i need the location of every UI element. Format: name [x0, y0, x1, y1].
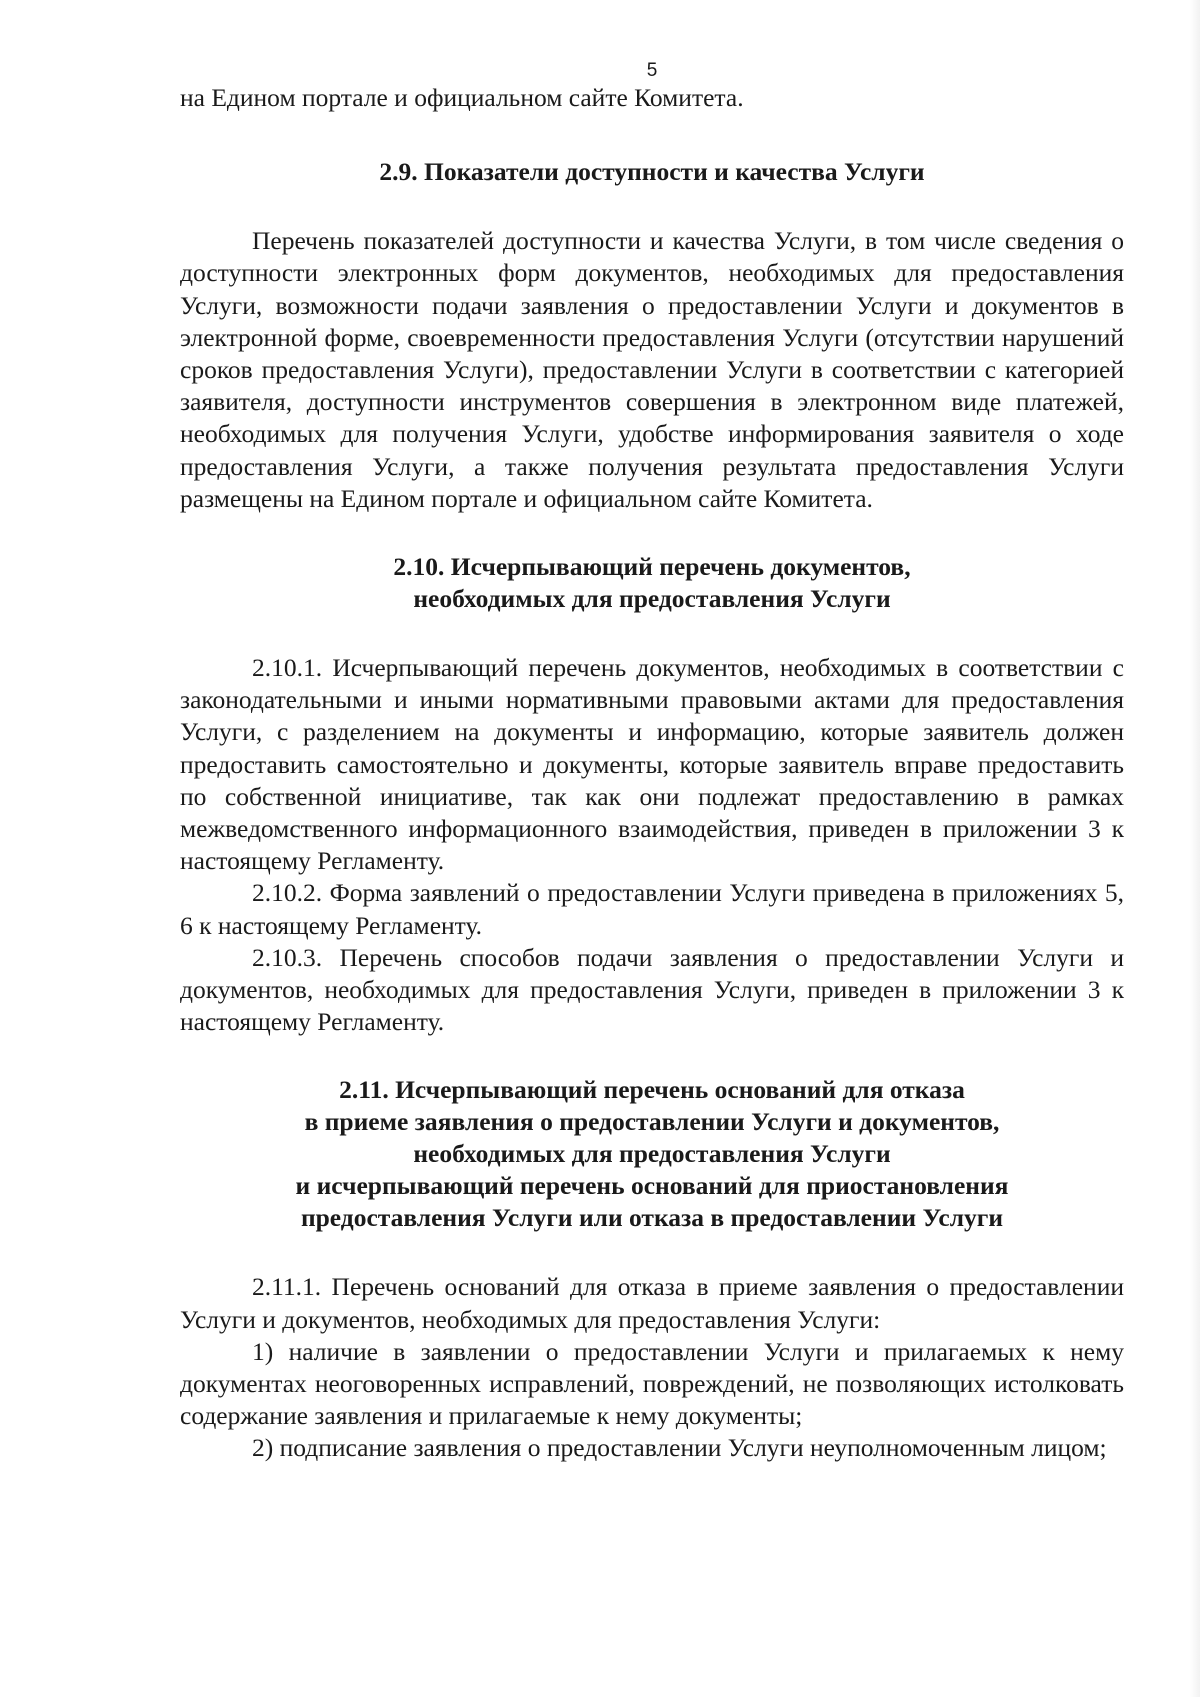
heading-line: в приеме заявления о предоставлении Услуги и документов, [304, 1107, 1000, 1137]
paragraph: 2) подписание заявления о предоставлении Услуги неуполномоченным лицом; [252, 1433, 1107, 1463]
heading-line: необходимых для предоставления Услуги [413, 1139, 891, 1169]
section-2-11 [180, 1074, 1124, 1464]
paragraph: 2.10.1. Исчерпывающий перечень документов, необходимых в соответствии с законодательными и иными нормативными правовыми актами для предоставления Услуги, с разделением на документы и информацию, которые заявитель должен предоставить самостоятельно и документы, которые заявитель вправе предоставить по собственной инициативе, так как они подлежат предоставлению в рамках межведомственного информационного взаимодействия, приведен в приложении 3 к настоящему Регламенту. [180, 653, 1124, 876]
paragraph: 2.10.3. Перечень способов подачи заявления о предоставлении Услуги и документов, необходимых для предоставления Услуги, приведен в приложении 3 к настоящему Регламенту. [180, 942, 1124, 1037]
heading-line: 2.10. Исчерпывающий перечень документов, [393, 552, 911, 582]
paragraph: 2.11.1. Перечень оснований для отказа в приеме заявления о предоставлении Услуги и документов, необходимых для предоставления Услуги: [180, 1272, 1124, 1334]
section-2-9 [180, 156, 1124, 515]
paragraph: 1) наличие в заявлении о предоставлении Услуги и прилагаемых к нему документах неоговоренных исправлений, повреждений, не позволяющих истолковать содержание заявления и прилагаемые к нему документы; [180, 1336, 1124, 1431]
document-page [180, 60, 1124, 1465]
intro-line: на Едином портале и официальном сайте Комитета. [180, 83, 744, 112]
heading-line: 2.9. Показатели доступности и качества Услуги [379, 157, 925, 187]
heading-line: предоставления Услуги или отказа в предоставлении Услуги [300, 1203, 1004, 1233]
section-heading [180, 156, 1124, 188]
heading-line: и исчерпывающий перечень оснований для приостановления [295, 1171, 1009, 1201]
paragraph: Перечень показателей доступности и качества Услуги, в том числе сведения о доступности электронных форм документов, необходимых для предоставления Услуги, возможности подачи заявления о предоставлении Услуги и документов в электронной форме, своевременности предоставления Услуги (отсутствии нарушений сроков предоставления Услуги), предоставлении Услуги в соответствии с категорией заявителя, доступности инструментов совершения в электронном виде платежей, необходимых для получения Услуги, удобстве информирования заявителя о ходе предоставления Услуги, а также получения результата предоставления Услуги размещены на Едином портале и официальном сайте Комитета. [180, 226, 1124, 513]
section-heading [180, 1074, 1124, 1234]
heading-line: 2.11. Исчерпывающий перечень оснований для отказа [339, 1075, 965, 1105]
scan-edge [1190, 0, 1200, 1697]
page-number: 5 [646, 60, 658, 81]
section-2-10 [180, 551, 1124, 1038]
heading-line: необходимых для предоставления Услуги [413, 584, 891, 614]
section-heading [180, 551, 1124, 615]
paragraph: 2.10.2. Форма заявлений о предоставлении Услуги приведена в приложениях 5, 6 к настоящему Регламенту. [180, 878, 1124, 940]
